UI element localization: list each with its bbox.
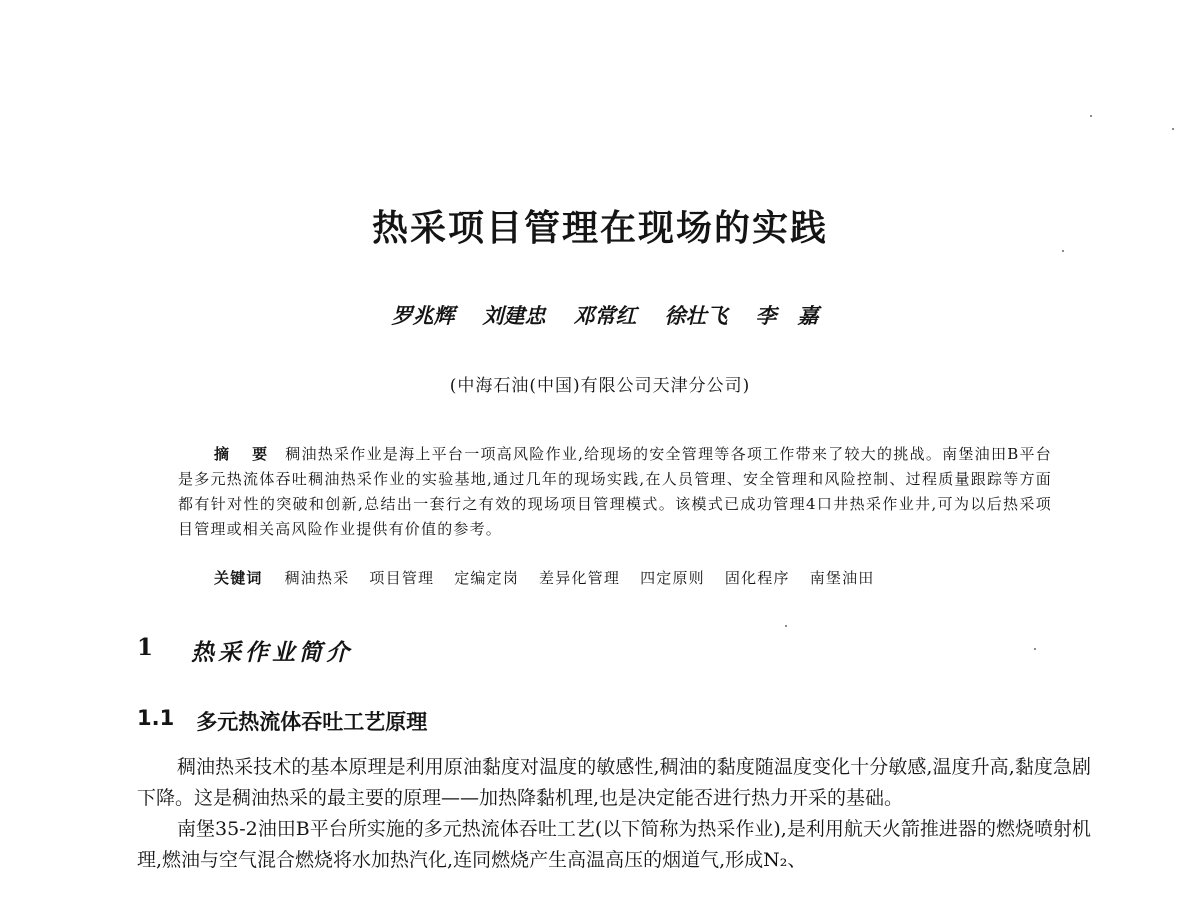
- subsection-heading: [137, 706, 427, 736]
- abstract-text: 稠油热采作业是海上平台一项高风险作业,给现场的安全管理等各项工作带来了较大的挑战。南堡油田B平台是多元热流体吞吐稠油热采作业的实验基地,通过几年的现场实践,在人员管理、安全管理和风险控制、过程质量跟踪等方面都有针对性的突破和创新,总结出一套行之有效的现场项目管理模式。该模式已成功管理4口井热采作业井,可为以后热采项目管理或相关高风险作业提供有价值的参考。: [178, 445, 1052, 538]
- keyword: 固化程序: [724, 569, 790, 587]
- subsection-number: 1.1: [137, 706, 175, 730]
- author-list: [0, 300, 1200, 330]
- section-number: 1: [137, 634, 158, 661]
- paper-title: 热采项目管理在现场的实践: [371, 208, 828, 249]
- body-paragraph: 稠油热采技术的基本原理是利用原油黏度对温度的敏感性,稠油的黏度随温度变化十分敏感,温度升高,黏度急剧下降。这是稠油热采的最主要的原理——加热降黏机理,也是决定能否进行热力开采的基础。: [137, 756, 1091, 809]
- keyword: 项目管理: [369, 569, 435, 587]
- abstract-label: 摘 要: [214, 445, 272, 463]
- abstract: [178, 442, 1052, 542]
- keyword: 四定原则: [640, 569, 705, 587]
- author: 徐壮飞: [664, 303, 728, 328]
- author: 李 嘉: [755, 303, 819, 328]
- keywords: [214, 567, 875, 588]
- section-heading: [137, 634, 353, 667]
- keyword: 稠油热采: [284, 569, 350, 587]
- body-paragraph: 南堡35-2油田B平台所实施的多元热流体吞吐工艺(以下简称为热采作业),是利用航天火箭推进器的燃烧喷射机理,燃油与空气混合燃烧将水加热汽化,连同燃烧产生高温高压的烟道气,形成N₂、: [137, 818, 1091, 871]
- author: 邓常红: [573, 303, 637, 328]
- affiliation: (中海石油(中国)有限公司天津分公司): [449, 376, 751, 396]
- subsection-title: 多元热流体吞吐工艺原理: [196, 710, 428, 734]
- abstract-paragraph: [178, 442, 1052, 542]
- keyword: 南堡油田: [809, 569, 875, 587]
- author: 罗兆辉: [391, 303, 455, 328]
- scan-speck: [1172, 128, 1174, 130]
- scan-speck: [1090, 115, 1092, 117]
- scan-speck: [1062, 250, 1064, 252]
- author: 刘建忠: [482, 303, 546, 328]
- scan-speck: [785, 625, 787, 627]
- body-text: [137, 752, 1091, 876]
- scan-speck: [1034, 648, 1036, 650]
- section-title: 热采作业简介: [191, 639, 354, 666]
- keyword: 差异化管理: [539, 569, 621, 587]
- keywords-label: 关键词: [214, 569, 263, 587]
- keyword: 定编定岗: [454, 569, 520, 587]
